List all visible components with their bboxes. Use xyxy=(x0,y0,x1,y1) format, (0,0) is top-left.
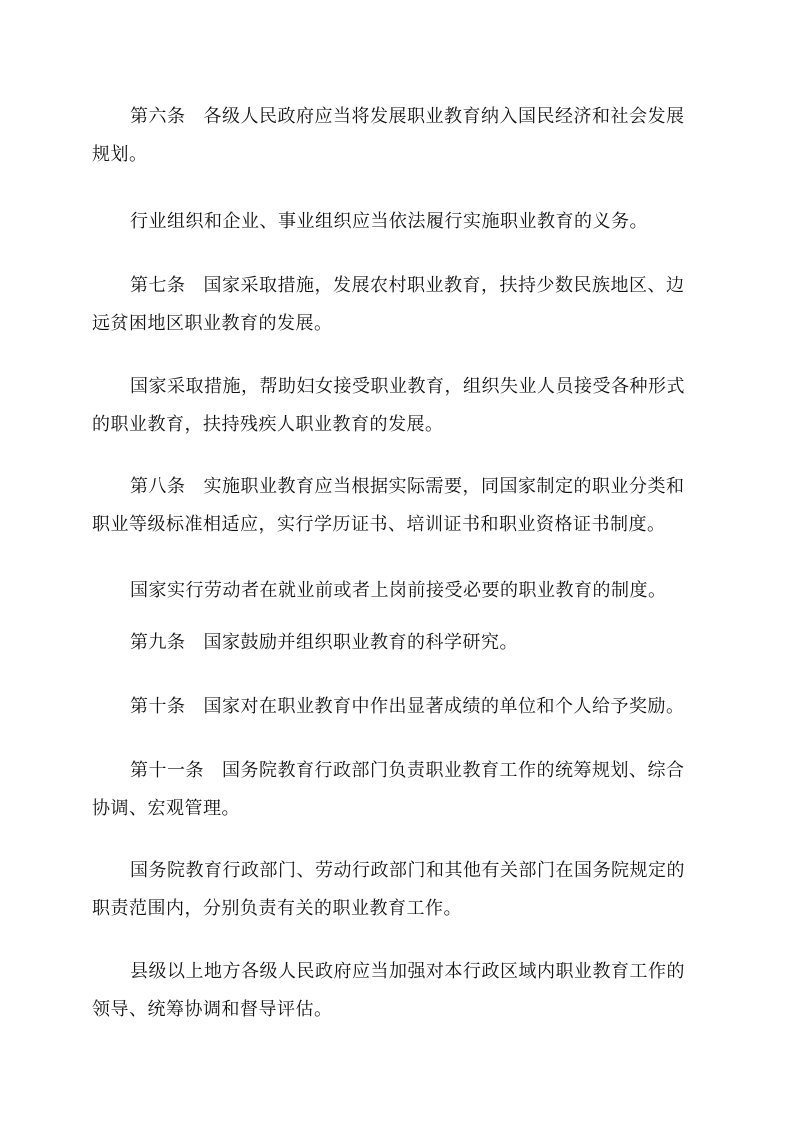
paragraph xyxy=(92,953,702,1029)
paragraph-article-10 xyxy=(92,688,702,726)
paragraph-text: 国家鼓励并组织职业教育的科学研究。 xyxy=(203,632,518,653)
paragraph-line: 国家采取措施，帮助妇女接受职业教育，组织失业人员接受各种形式 xyxy=(130,376,685,397)
paragraph-article-7 xyxy=(92,267,702,343)
paragraph-line: 县级以上地方各级人民政府应当加强对本行政区域内职业教育工作的 xyxy=(130,961,685,982)
article-number: 第十一条 xyxy=(130,760,204,781)
paragraph-line: 职业等级标准相适应，实行学历证书、培训证书和职业资格证书制度。 xyxy=(92,514,666,535)
paragraph-line: 国务院教育行政部门、劳动行政部门和其他有关部门在国务院规定的 xyxy=(130,860,685,881)
paragraph-line: 领导、统筹协调和督导评估。 xyxy=(92,999,333,1020)
paragraph-text: 国务院教育行政部门负责职业教育工作的统筹规划、综合 xyxy=(222,760,685,781)
paragraph-article-6 xyxy=(92,98,702,174)
paragraph-text: 各级人民政府应当将发展职业教育纳入国民经济和社会发展 xyxy=(203,106,685,127)
paragraph-line: 规划。 xyxy=(92,144,148,165)
paragraph-article-9 xyxy=(92,624,702,662)
paragraph-line xyxy=(92,752,702,790)
article-number: 第六条 xyxy=(130,106,186,127)
paragraph-line xyxy=(92,624,702,662)
article-number: 第八条 xyxy=(130,476,186,497)
paragraph-line: 行业组织和企业、事业组织应当依法履行实施职业教育的义务。 xyxy=(130,211,648,232)
paragraph-line: 协调、宏观管理。 xyxy=(92,798,240,819)
paragraph-line xyxy=(92,468,702,506)
paragraph-line: 的职业教育，扶持残疾人职业教育的发展。 xyxy=(92,414,444,435)
article-number: 第十条 xyxy=(130,696,186,717)
paragraph xyxy=(92,572,702,610)
paragraph-text: 国家采取措施，发展农村职业教育，扶持少数民族地区、边 xyxy=(203,275,685,296)
paragraph-line xyxy=(92,98,702,136)
article-number: 第七条 xyxy=(130,275,186,296)
article-number: 第九条 xyxy=(130,632,186,653)
paragraph-article-8 xyxy=(92,468,702,544)
paragraph xyxy=(92,203,702,241)
paragraph xyxy=(92,368,702,444)
paragraph-line xyxy=(92,688,702,726)
paragraph-line: 职责范围内，分别负责有关的职业教育工作。 xyxy=(92,898,462,919)
paragraph xyxy=(92,852,702,928)
paragraph-line xyxy=(92,267,702,305)
paragraph-text: 国家对在职业教育中作出显著成绩的单位和个人给予奖励。 xyxy=(203,696,685,717)
paragraph-line: 国家实行劳动者在就业前或者上岗前接受必要的职业教育的制度。 xyxy=(130,580,667,601)
paragraph-line: 远贫困地区职业教育的发展。 xyxy=(92,313,333,334)
paragraph-text: 实施职业教育应当根据实际需要，同国家制定的职业分类和 xyxy=(203,476,685,497)
paragraph-article-11 xyxy=(92,752,702,828)
